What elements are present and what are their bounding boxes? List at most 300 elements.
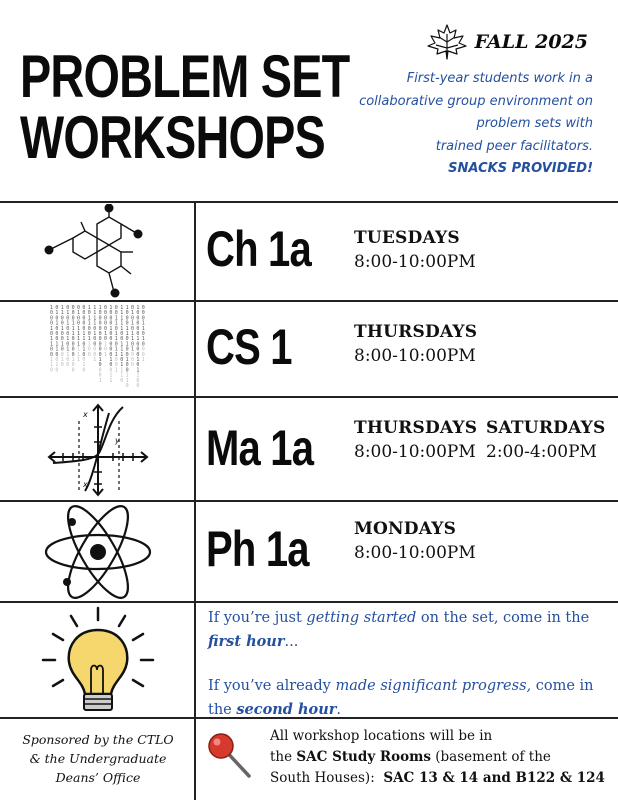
tip-text: If you’ve already <box>208 678 336 694</box>
svg-text:1: 1 <box>136 367 140 374</box>
session-time: 2:00-4:00PM <box>486 442 597 462</box>
svg-text:0: 0 <box>104 315 108 322</box>
svg-text:1: 1 <box>114 315 118 322</box>
svg-text:1: 1 <box>104 351 108 358</box>
svg-text:0: 0 <box>71 367 75 374</box>
svg-text:0: 0 <box>109 320 113 327</box>
session-day: THURSDAYS <box>354 322 478 342</box>
svg-text:0: 0 <box>109 346 113 353</box>
svg-text:x: x <box>83 480 88 489</box>
svg-text:1: 1 <box>77 357 81 363</box>
svg-text:0: 0 <box>50 367 54 374</box>
svg-text:1: 1 <box>98 305 102 311</box>
svg-text:0: 0 <box>141 346 145 353</box>
svg-text:1: 1 <box>120 351 124 358</box>
svg-text:0: 0 <box>66 341 70 348</box>
svg-text:1: 1 <box>114 320 118 327</box>
svg-text:1: 1 <box>66 320 70 327</box>
svg-text:1: 1 <box>120 305 124 311</box>
svg-text:1: 1 <box>125 357 129 363</box>
svg-text:0: 0 <box>109 331 113 337</box>
course-code: CS 1 <box>206 319 292 375</box>
svg-text:0: 0 <box>87 351 91 358</box>
svg-text:1: 1 <box>131 331 135 337</box>
session-schedule <box>354 416 477 465</box>
svg-text:1: 1 <box>87 305 91 311</box>
svg-text:0: 0 <box>87 331 91 337</box>
svg-text:0: 0 <box>125 351 129 358</box>
svg-text:0: 0 <box>114 305 118 311</box>
svg-text:0: 0 <box>120 336 124 343</box>
svg-text:0: 0 <box>131 305 135 311</box>
svg-text:0: 0 <box>66 362 70 369</box>
svg-text:0: 0 <box>125 320 129 327</box>
svg-text:1: 1 <box>87 315 91 322</box>
svg-text:0: 0 <box>98 315 102 322</box>
svg-text:0: 0 <box>98 367 102 374</box>
svg-text:0: 0 <box>109 351 113 358</box>
column-divider <box>194 717 196 800</box>
svg-text:1: 1 <box>77 331 81 337</box>
svg-text:1: 1 <box>82 336 86 343</box>
svg-text:0: 0 <box>109 336 113 343</box>
svg-text:0: 0 <box>104 346 108 353</box>
svg-text:0: 0 <box>136 331 140 337</box>
location-line: All workshop locations will be in <box>270 728 493 744</box>
svg-text:0: 0 <box>66 325 70 332</box>
svg-text:0: 0 <box>114 325 118 332</box>
svg-text:1: 1 <box>82 362 86 369</box>
svg-text:0: 0 <box>104 305 108 311</box>
svg-text:0: 0 <box>141 305 145 311</box>
svg-text:0: 0 <box>104 320 108 327</box>
svg-text:0: 0 <box>125 310 129 317</box>
svg-text:0: 0 <box>50 331 54 337</box>
svg-text:0: 0 <box>60 336 64 343</box>
tip-emphasis: made significant progress, <box>335 678 532 694</box>
season-heading <box>425 22 588 62</box>
svg-text:0: 0 <box>104 325 108 332</box>
svg-text:0: 0 <box>114 341 118 348</box>
svg-text:1: 1 <box>77 310 81 317</box>
svg-text:1: 1 <box>77 346 81 353</box>
svg-text:0: 0 <box>98 362 102 369</box>
svg-text:1: 1 <box>120 320 124 327</box>
svg-text:0: 0 <box>125 346 129 353</box>
svg-text:1: 1 <box>71 325 75 332</box>
svg-text:1: 1 <box>136 372 140 379</box>
svg-text:1: 1 <box>131 346 135 353</box>
svg-text:0: 0 <box>77 320 81 327</box>
svg-text:1: 1 <box>71 331 75 337</box>
location-line <box>270 747 615 768</box>
svg-text:1: 1 <box>93 310 97 317</box>
svg-text:0: 0 <box>60 362 64 369</box>
svg-text:0: 0 <box>77 305 81 311</box>
course-icon-cell <box>0 502 196 601</box>
location-text: (basement of the <box>430 749 551 765</box>
svg-text:1: 1 <box>66 336 70 343</box>
session-schedule <box>354 517 476 566</box>
svg-text:0: 0 <box>98 320 102 327</box>
svg-text:1: 1 <box>87 341 91 348</box>
course-icon-cell <box>0 398 196 500</box>
svg-text:1: 1 <box>120 325 124 332</box>
svg-text:0: 0 <box>98 325 102 332</box>
svg-text:0: 0 <box>125 336 129 343</box>
svg-text:0: 0 <box>98 310 102 317</box>
svg-text:0: 0 <box>66 331 70 337</box>
svg-text:0: 0 <box>71 351 75 358</box>
tip-text: ... <box>284 634 299 650</box>
svg-text:1: 1 <box>141 325 145 332</box>
svg-text:0: 0 <box>87 325 91 332</box>
svg-text:0: 0 <box>131 325 135 332</box>
svg-text:0: 0 <box>93 346 97 353</box>
svg-text:0: 0 <box>50 346 54 353</box>
svg-text:0: 0 <box>136 320 140 327</box>
session-schedule <box>354 320 477 369</box>
svg-text:0: 0 <box>114 357 118 363</box>
blurb-line: collaborative group environment on <box>359 93 593 109</box>
svg-text:1: 1 <box>114 367 118 374</box>
second-hour-tip <box>208 675 608 722</box>
program-description <box>323 68 593 181</box>
svg-text:0: 0 <box>50 315 54 322</box>
maple-leaf-icon <box>425 22 469 62</box>
tip-text: If you’re just <box>208 610 307 626</box>
svg-text:0: 0 <box>87 310 91 317</box>
svg-text:1: 1 <box>93 305 97 311</box>
molecule-icon <box>33 204 163 299</box>
svg-text:1: 1 <box>71 357 75 363</box>
svg-text:0: 0 <box>50 320 54 327</box>
svg-text:1: 1 <box>109 357 113 363</box>
svg-text:0: 0 <box>55 315 59 322</box>
svg-text:0: 0 <box>66 315 70 322</box>
session-time: 8:00-10:00PM <box>354 252 476 272</box>
svg-text:0: 0 <box>93 341 97 348</box>
svg-text:0: 0 <box>109 362 113 369</box>
svg-text:0: 0 <box>71 315 75 322</box>
title-line-2: WORKSHOPS <box>20 104 326 171</box>
tip-strong: first hour <box>208 633 285 650</box>
svg-text:1: 1 <box>55 320 59 327</box>
svg-text:1: 1 <box>50 341 54 348</box>
svg-text:0: 0 <box>82 315 86 322</box>
svg-text:1: 1 <box>87 336 91 343</box>
session-day: SATURDAYS <box>486 418 606 438</box>
svg-text:1: 1 <box>66 310 70 317</box>
svg-text:0: 0 <box>136 377 140 384</box>
svg-text:0: 0 <box>125 383 129 389</box>
svg-text:0: 0 <box>125 362 129 369</box>
svg-text:0: 0 <box>50 310 54 317</box>
svg-text:1: 1 <box>50 357 54 363</box>
svg-text:0: 0 <box>82 320 86 327</box>
svg-text:0: 0 <box>136 315 140 322</box>
page-title <box>20 43 350 171</box>
svg-text:1: 1 <box>71 320 75 327</box>
svg-text:1: 1 <box>125 341 129 348</box>
svg-text:1: 1 <box>120 341 124 348</box>
course-icon-cell <box>0 302 196 396</box>
svg-text:1: 1 <box>141 357 145 363</box>
map-pin-icon <box>205 730 255 782</box>
svg-text:0: 0 <box>131 341 135 348</box>
svg-text:1: 1 <box>55 310 59 317</box>
location-line <box>270 768 615 789</box>
atom-icon <box>38 504 158 600</box>
tip-text: . <box>336 702 341 718</box>
svg-text:1: 1 <box>125 377 129 384</box>
first-hour-tip <box>208 607 608 654</box>
svg-text:0: 0 <box>55 357 59 363</box>
svg-text:1: 1 <box>60 341 64 348</box>
svg-text:1: 1 <box>125 325 129 332</box>
svg-text:0: 0 <box>82 325 86 332</box>
svg-text:1: 1 <box>93 357 97 363</box>
svg-text:1: 1 <box>50 362 54 369</box>
svg-text:1: 1 <box>104 341 108 348</box>
svg-text:0: 0 <box>55 325 59 332</box>
svg-text:0: 0 <box>141 331 145 337</box>
svg-text:0: 0 <box>60 346 64 353</box>
svg-text:0: 0 <box>82 310 86 317</box>
svg-text:1: 1 <box>93 320 97 327</box>
svg-text:0: 0 <box>71 362 75 369</box>
svg-text:0: 0 <box>136 325 140 332</box>
svg-text:1: 1 <box>50 325 54 332</box>
svg-text:1: 1 <box>82 331 86 337</box>
svg-text:0: 0 <box>114 362 118 369</box>
svg-text:1: 1 <box>66 351 70 358</box>
svg-text:0: 0 <box>120 377 124 384</box>
session-schedule <box>486 416 605 465</box>
session-day: THURSDAYS <box>354 418 478 438</box>
tip-text: come in the <box>208 678 594 718</box>
svg-text:0: 0 <box>82 305 86 311</box>
svg-text:0: 0 <box>109 310 113 317</box>
svg-text:1: 1 <box>125 372 129 379</box>
session-day: TUESDAYS <box>354 228 460 248</box>
svg-text:1: 1 <box>120 367 124 374</box>
location-info <box>270 726 615 789</box>
svg-text:0: 0 <box>141 341 145 348</box>
svg-text:0: 0 <box>82 341 86 348</box>
svg-text:1: 1 <box>114 336 118 343</box>
svg-text:1: 1 <box>77 325 81 332</box>
svg-text:0: 0 <box>125 315 129 322</box>
svg-text:1: 1 <box>60 357 64 363</box>
svg-text:1: 1 <box>109 305 113 311</box>
tip-emphasis: getting started <box>306 610 417 626</box>
svg-text:0: 0 <box>55 331 59 337</box>
snacks-note: SNACKS PROVIDED! <box>448 161 593 176</box>
svg-text:y: y <box>115 436 120 445</box>
svg-text:1: 1 <box>114 331 118 337</box>
tip-text: on the set, come in the <box>416 610 590 626</box>
svg-text:1: 1 <box>87 320 91 327</box>
location-text: the <box>270 749 297 765</box>
svg-text:1: 1 <box>120 310 124 317</box>
svg-text:1: 1 <box>98 357 102 363</box>
course-code: Ma 1a <box>206 420 314 476</box>
lightbulb-icon <box>33 604 163 716</box>
svg-text:0: 0 <box>93 351 97 358</box>
svg-text:1: 1 <box>109 377 113 384</box>
binary-code-icon <box>48 303 148 395</box>
svg-text:0: 0 <box>136 383 140 389</box>
svg-text:0: 0 <box>104 336 108 343</box>
svg-text:0: 0 <box>55 336 59 343</box>
svg-text:0: 0 <box>93 336 97 343</box>
svg-text:1: 1 <box>136 336 140 343</box>
course-code: Ch 1a <box>206 221 311 277</box>
svg-text:0: 0 <box>82 357 86 363</box>
svg-text:1: 1 <box>82 346 86 353</box>
svg-text:1: 1 <box>120 315 124 322</box>
season-label: FALL 2025 <box>474 31 588 53</box>
svg-text:1: 1 <box>114 346 118 353</box>
svg-text:1: 1 <box>93 331 97 337</box>
sponsor-note <box>8 730 188 787</box>
session-time: 8:00-10:00PM <box>354 442 476 462</box>
session-schedule <box>354 226 476 275</box>
svg-text:0: 0 <box>55 367 59 374</box>
svg-text:0: 0 <box>71 341 75 348</box>
svg-text:0: 0 <box>87 346 91 353</box>
svg-text:1: 1 <box>50 305 54 311</box>
svg-text:0: 0 <box>131 315 135 322</box>
svg-text:1: 1 <box>93 315 97 322</box>
svg-text:1: 1 <box>141 336 145 343</box>
svg-text:0: 0 <box>50 351 54 358</box>
svg-text:0: 0 <box>98 351 102 358</box>
svg-text:1: 1 <box>77 336 81 343</box>
svg-text:1: 1 <box>125 331 129 337</box>
blurb-line: problem sets with <box>476 116 593 131</box>
svg-text:0: 0 <box>60 315 64 322</box>
svg-text:0: 0 <box>71 346 75 353</box>
svg-text:0: 0 <box>136 351 140 358</box>
location-text: South Houses): <box>270 770 384 786</box>
svg-text:0: 0 <box>82 367 86 374</box>
svg-text:0: 0 <box>93 325 97 332</box>
location-strong: SAC 13 & 14 and B122 & 124 <box>383 770 605 786</box>
session-time: 8:00-10:00PM <box>354 346 476 366</box>
svg-text:0: 0 <box>136 346 140 353</box>
svg-text:0: 0 <box>77 315 81 322</box>
svg-text:1: 1 <box>50 336 54 343</box>
svg-text:1: 1 <box>98 377 102 384</box>
blurb-line: First-year students work in a <box>406 71 593 86</box>
svg-text:1: 1 <box>136 305 140 311</box>
svg-text:0: 0 <box>131 362 135 369</box>
svg-text:1: 1 <box>60 305 64 311</box>
svg-text:1: 1 <box>131 336 135 343</box>
svg-text:0: 0 <box>98 336 102 343</box>
function-graph-icon <box>43 399 153 499</box>
tip-strong: second hour <box>236 701 337 718</box>
svg-text:1: 1 <box>120 372 124 379</box>
svg-text:0: 0 <box>114 310 118 317</box>
svg-text:0: 0 <box>109 315 113 322</box>
svg-text:1: 1 <box>136 357 140 363</box>
svg-text:0: 0 <box>60 331 64 337</box>
svg-text:1: 1 <box>109 372 113 379</box>
svg-text:1: 1 <box>60 325 64 332</box>
svg-text:0: 0 <box>141 315 145 322</box>
session-day: MONDAYS <box>354 519 457 539</box>
svg-text:1: 1 <box>125 305 129 311</box>
location-strong: SAC Study Rooms <box>296 749 431 765</box>
svg-text:x: x <box>83 410 88 419</box>
blurb-line: trained peer facilitators. <box>435 138 593 154</box>
svg-text:1: 1 <box>114 351 118 358</box>
svg-text:0: 0 <box>104 310 108 317</box>
svg-text:0: 0 <box>66 305 70 311</box>
svg-text:0: 0 <box>109 341 113 348</box>
session-time: 8:00-10:00PM <box>354 543 476 563</box>
svg-text:0: 0 <box>136 362 140 369</box>
svg-text:0: 0 <box>131 357 135 363</box>
svg-text:0: 0 <box>98 346 102 353</box>
svg-text:1: 1 <box>77 351 81 358</box>
svg-text:0: 0 <box>55 351 59 358</box>
svg-text:0: 0 <box>109 367 113 374</box>
svg-text:0: 0 <box>82 351 86 358</box>
svg-text:0: 0 <box>98 341 102 348</box>
svg-text:0: 0 <box>136 341 140 348</box>
svg-text:0: 0 <box>120 331 124 337</box>
svg-text:1: 1 <box>131 320 135 327</box>
svg-text:1: 1 <box>55 341 59 348</box>
svg-text:1: 1 <box>66 346 70 353</box>
svg-text:0: 0 <box>71 336 75 343</box>
course-icon-cell <box>0 203 196 300</box>
svg-text:0: 0 <box>141 351 145 358</box>
svg-text:1: 1 <box>120 346 124 353</box>
sponsor-line: Deans’ Office <box>55 770 141 785</box>
svg-text:0: 0 <box>125 367 129 374</box>
svg-text:0: 0 <box>71 305 75 311</box>
svg-text:1: 1 <box>77 341 81 348</box>
svg-text:0: 0 <box>131 351 135 358</box>
svg-text:1: 1 <box>104 331 108 337</box>
svg-text:1: 1 <box>131 310 135 317</box>
svg-text:0: 0 <box>98 331 102 337</box>
svg-text:1: 1 <box>55 362 59 369</box>
title-line-1: PROBLEM SET <box>20 43 350 110</box>
svg-text:0: 0 <box>98 372 102 379</box>
svg-text:0: 0 <box>60 351 64 358</box>
tip-icon-cell <box>0 603 196 717</box>
svg-text:1: 1 <box>60 310 64 317</box>
svg-text:1: 1 <box>120 362 124 369</box>
sponsor-line: Sponsored by the CTLO <box>22 732 174 747</box>
svg-text:0: 0 <box>136 310 140 317</box>
svg-text:0: 0 <box>60 320 64 327</box>
svg-text:1: 1 <box>141 320 145 327</box>
sponsor-line: & the Undergraduate <box>29 751 167 766</box>
svg-text:0: 0 <box>66 357 70 363</box>
course-code: Ph 1a <box>206 521 309 577</box>
svg-text:0: 0 <box>71 310 75 317</box>
svg-text:0: 0 <box>55 305 59 311</box>
svg-text:1: 1 <box>55 346 59 353</box>
svg-text:1: 1 <box>109 325 113 332</box>
